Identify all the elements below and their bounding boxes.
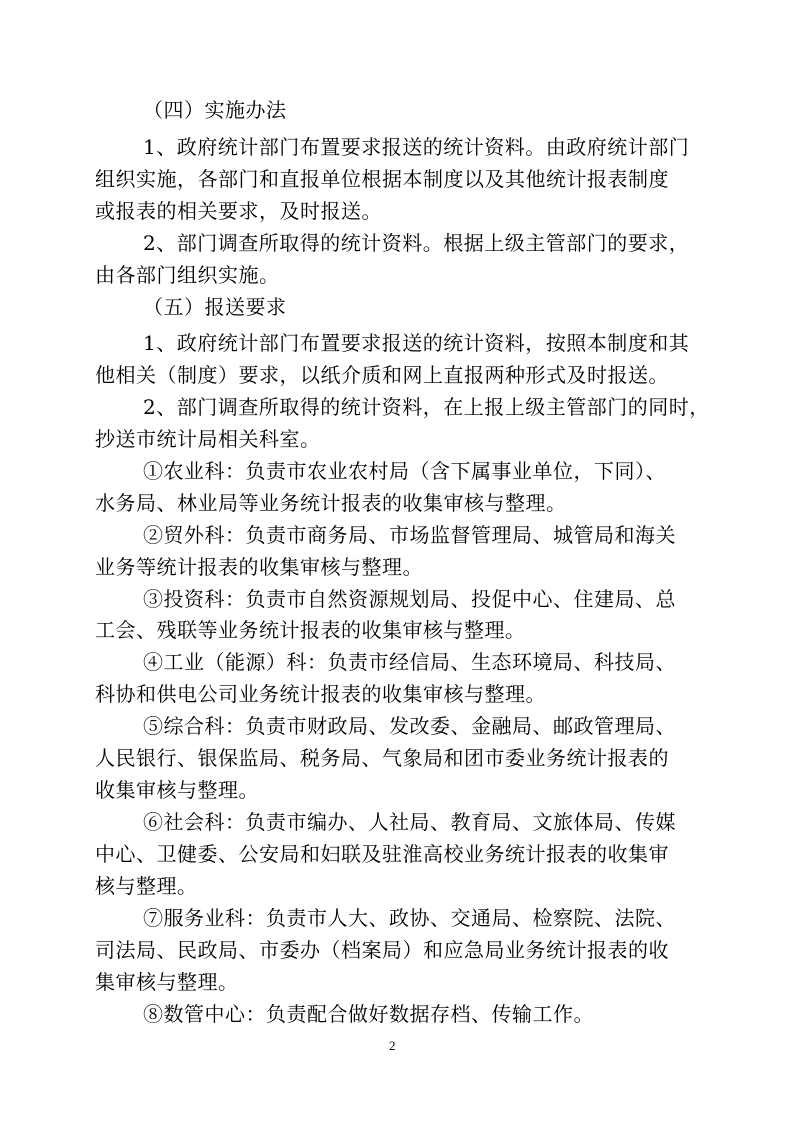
paragraph-line: 或报表的相关要求，及时报送。: [95, 199, 382, 223]
list-item-line: ③投资科：负责市自然资源规划局、投促中心、住建局、总: [143, 587, 676, 611]
list-item-line: ⑥社会科：负责市编办、人社局、教育局、文旅体局、传媒: [143, 810, 676, 834]
list-item-line: 司法局、民政局、市委办（档案局）和应急局业务统计报表的收: [95, 938, 669, 962]
paragraph-line: 抄送市统计局相关科室。: [95, 427, 321, 451]
paragraph-line: 组织实施，各部门和直报单位根据本制度以及其他统计报表制度: [95, 167, 669, 191]
section-heading-5: （五）报送要求: [143, 295, 287, 319]
list-item-line: ⑤综合科：负责市财政局、发改委、金融局、邮政管理局、: [143, 714, 676, 738]
list-item-line: 收集审核与整理。: [95, 778, 259, 802]
list-item-line: ④工业（能源）科：负责市经信局、生态环境局、科技局、: [143, 650, 676, 674]
list-item-line: 人民银行、银保监局、税务局、气象局和团市委业务统计报表的: [95, 746, 669, 770]
list-item-line: 业务等统计报表的收集审核与整理。: [95, 555, 423, 579]
list-item-line: 水务局、林业局等业务统计报表的收集审核与整理。: [95, 491, 567, 515]
list-item-line: 中心、卫健委、公安局和妇联及驻淮高校业务统计报表的收集审: [95, 842, 669, 866]
paragraph-line: 由各部门组织实施。: [95, 263, 280, 287]
list-item-line: 核与整理。: [95, 874, 198, 898]
list-item-line: ①农业科：负责市农业农村局（含下属事业单位，下同）、: [143, 459, 666, 483]
list-item-line: 科协和供电公司业务统计报表的收集审核与整理。: [95, 682, 546, 706]
list-item-line: ⑧数管中心：负责配合做好数据存档、传输工作。: [143, 1002, 594, 1026]
section-heading-4: （四）实施办法: [143, 98, 287, 122]
paragraph-line: 2、部门调查所取得的统计资料。根据上级主管部门的要求，: [143, 231, 690, 255]
list-item-line: 工会、残联等业务统计报表的收集审核与整理。: [95, 618, 526, 642]
paragraph-line: 1、政府统计部门布置要求报送的统计资料。由政府统计部门: [143, 135, 690, 159]
page-number: 2: [389, 1038, 396, 1053]
list-item-line: 集审核与整理。: [95, 970, 239, 994]
paragraph-line: 1、政府统计部门布置要求报送的统计资料，按照本制度和其: [143, 331, 690, 355]
list-item-line: ②贸外科：负责市商务局、市场监督管理局、城管局和海关: [143, 523, 676, 547]
paragraph-line: 他相关（制度）要求，以纸介质和网上直报两种形式及时报送。: [95, 363, 669, 387]
list-item-line: ⑦服务业科：负责市人大、政协、交通局、检察院、法院、: [143, 906, 676, 930]
paragraph-line: 2、部门调查所取得的统计资料，在上报上级主管部门的同时，: [143, 395, 710, 419]
